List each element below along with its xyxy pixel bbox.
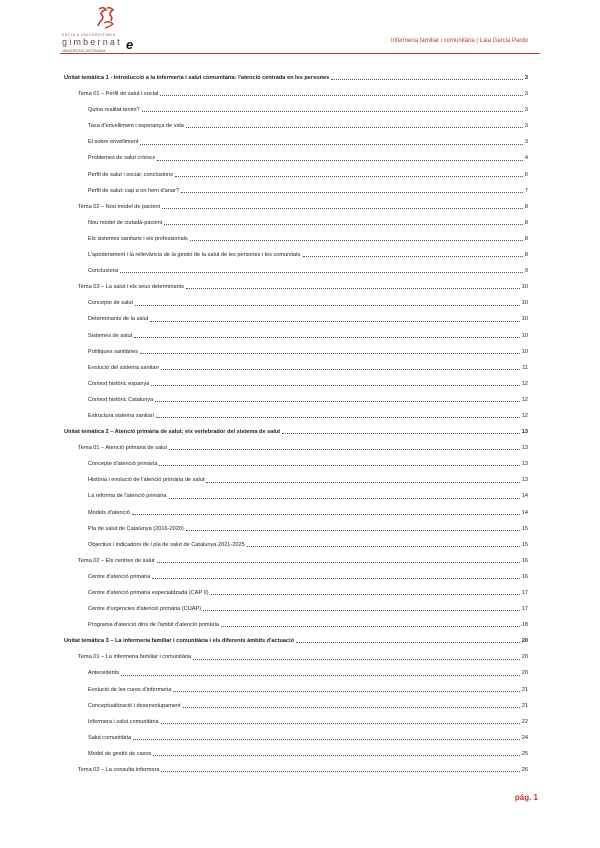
toc-entry-page: 18 [521,622,528,629]
toc-entry-sub[interactable] [64,716,528,732]
toc-dot-leader [211,594,520,595]
toc-entry-sub[interactable] [64,313,528,329]
toc-entry-title: Els sistemes sanitaris i els professionals [88,235,188,242]
toc-entry-tema[interactable] [64,281,528,297]
toc-entry-page: 13 [521,477,528,484]
toc-entry-title: Conclusions [88,268,119,275]
toc-dot-leader [193,659,520,660]
toc-entry-tema[interactable] [64,764,528,780]
toc-entry-title: Programa d'atenció dins de l'àmbit d'atenció primària [88,622,219,629]
toc-entry-title: Tema 02 – Els centres de salut [78,557,155,564]
toc-dot-leader [181,192,523,193]
toc-dot-leader [157,562,520,563]
toc-entry-page: 12 [521,380,528,387]
toc-dot-leader [303,256,523,257]
toc-entry-sub[interactable] [64,732,528,748]
toc-entry-title: Unitat temàtica 2 – Atenció primària de salut: eix vertebrador del sistema de salut [64,429,281,436]
toc-entry-page: 8 [524,219,528,226]
toc-entry-sub[interactable] [64,474,528,490]
toc-entry-title: Objectius i indicadors de l pla de salut de Catalunya 2021-2025 [88,541,245,548]
toc-dot-leader [186,530,520,531]
toc-entry-sub[interactable] [64,667,528,683]
toc-dot-leader [282,433,520,434]
toc-entry-page: 13 [521,461,528,468]
toc-entry-title: El sobre envelliment [88,139,139,146]
toc-dot-leader [133,739,520,740]
toc-entry-sub[interactable] [64,249,528,265]
toc-dot-leader [169,498,520,499]
toc-entry-sub[interactable] [64,330,528,346]
toc-entry-page: 21 [521,686,528,693]
toc-entry-page: 13 [521,445,528,452]
toc-dot-leader [161,771,519,772]
toc-entry-sub[interactable] [64,169,528,185]
toc-entry-title: Models d'atenció [88,509,130,516]
toc-dot-leader [120,272,522,273]
toc-entry-page: 10 [521,284,528,291]
toc-entry-page: 14 [521,509,528,516]
toc-entry-sub[interactable] [64,684,528,700]
toc-entry-title: Pla de salut de Catalunya (2016-2020) [88,525,184,532]
toc-entry-sub[interactable] [64,297,528,313]
toc-entry-page: 14 [521,493,528,500]
logo-small-text: ESCOLA UNIVERSITÀRIA [62,33,116,37]
toc-dot-leader [134,337,520,338]
toc-entry-title: Concepte de salut [88,300,134,307]
toc-entry-title: Centre d'urgències d'atenció primària (CUAP) [88,606,202,613]
toc-entry-page: 4 [524,155,528,162]
toc-dot-leader [121,675,520,676]
toc-entry-page: 15 [521,525,528,532]
toc-entry-page: 22 [521,718,528,725]
toc-entry-title: Tema 03 – La salut i els seus determinants [78,284,185,291]
toc-entry-page: 12 [521,412,528,419]
toc-entry-sub[interactable] [64,136,528,152]
toc-entry-sub[interactable] [64,458,528,474]
toc-dot-leader [150,321,519,322]
toc-entry-page: 13 [521,429,528,436]
toc-entry-tema[interactable] [64,88,528,104]
toc-entry-sub[interactable] [64,587,528,603]
toc-entry-title: Història i evolució de l'atenció primària de salut [88,477,205,484]
toc-entry-sub[interactable] [64,265,528,281]
toc-entry-page: 3 [524,91,528,98]
toc-entry-page: 8 [524,252,528,259]
toc-entry-unit[interactable] [64,72,528,88]
toc-entry-page: 9 [524,268,528,275]
toc-entry-title: Conceptualització i desenvolupament [88,702,181,709]
toc-dot-leader [151,385,520,386]
toc-entry-page: 25 [521,750,528,757]
toc-dot-leader [155,401,519,402]
toc-entry-title: Model de gestió de casos [88,750,152,757]
toc-dot-leader [140,353,520,354]
toc-entry-tema[interactable] [64,442,528,458]
toc-entry-sub[interactable] [64,362,528,378]
toc-entry-title: Problemes de salut crònics [88,155,156,162]
toc-dot-leader [153,755,519,756]
toc-entry-title: Perfil de salut i social; conclusions [88,171,173,178]
toc-entry-page: 20 [521,638,528,645]
toc-entry-title: Tema 01 – Atenció primària de salut [78,445,167,452]
toc-entry-page: 16 [521,573,528,580]
toc-dot-leader [190,240,523,241]
toc-entry-title: Polítiques sanitàries [88,348,139,355]
toc-entry-tema[interactable] [64,201,528,217]
toc-dot-leader [142,111,523,112]
toc-dot-leader [157,160,523,161]
toc-dot-leader [186,288,520,289]
toc-dot-leader [173,691,519,692]
toc-entry-title: Evolució del sistema sanitari [88,364,159,371]
toc-entry-sub[interactable] [64,571,528,587]
page-number: pág. 1 [514,793,538,802]
logo-sub-text: UNIVERSITAT AUTÒNOMA [62,49,106,53]
toc-entry-sub[interactable] [64,507,528,523]
toc-entry-sub[interactable] [64,378,528,394]
toc-dot-leader [175,176,523,177]
toc-entry-sub[interactable] [64,603,528,619]
toc-entry-page: 17 [521,590,528,596]
toc-entry-page: 3 [524,107,528,114]
toc-entry-page: 7 [524,187,528,194]
toc-entry-sub[interactable] [64,523,528,539]
page-header [0,0,600,60]
header-divider [60,53,540,54]
toc-dot-leader [221,626,520,627]
toc-dot-leader [156,417,520,418]
toc-entry-title: Centre d'atenció primària especialitzada (CAP II) [88,590,209,596]
toc-entry-page: 10 [521,348,528,355]
toc-entry-page: 12 [521,396,528,403]
toc-dot-leader [152,578,519,579]
toc-dot-leader [206,482,519,483]
toc-entry-page: 16 [521,557,528,564]
toc-entry-page: 21 [521,702,528,709]
table-of-contents [64,72,528,780]
toc-entry-page: 8 [524,203,528,210]
toc-entry-sub[interactable] [64,490,528,506]
toc-entry-title: Tema 01 – Perfil de salut i social [78,91,159,98]
toc-entry-page: 24 [521,734,528,741]
toc-dot-leader [296,642,520,643]
toc-dot-leader [160,95,523,96]
toc-entry-title: Context històric Catalunya [88,396,154,403]
toc-entry-title: Antecedents [88,670,120,677]
toc-entry-page: 10 [521,300,528,307]
toc-entry-title: Sistemes de salut [88,332,133,339]
toc-entry-title: Infermera i salut comunitària [88,718,159,725]
toc-entry-title: Taxa d'envelliment i esperança de vida [88,123,184,130]
toc-entry-title: Determinants de la salut [88,316,149,323]
toc-entry-sub[interactable] [64,539,528,555]
toc-dot-leader [247,546,520,547]
toc-dot-leader [140,144,523,145]
toc-entry-sub[interactable] [64,217,528,233]
toc-dot-leader [169,449,520,450]
toc-dot-leader [161,723,520,724]
toc-entry-page: 3 [524,139,528,146]
toc-entry-page: 11 [522,364,528,371]
toc-entry-title: Evolució de les cures d'infermeria [88,686,172,693]
toc-entry-sub[interactable] [64,748,528,764]
toc-dot-leader [135,305,520,306]
toc-entry-title: Nou model de ciutadà-pacient [88,219,163,226]
toc-entry-title: Unitat temàtica 1 - Introducció a la infermeria i salut comunitària: l'atenció centrada en les persones [64,75,330,81]
toc-entry-unit[interactable] [64,426,528,442]
logo-e-mark: e [126,37,134,52]
toc-dot-leader [186,127,523,128]
toc-entry-tema[interactable] [64,651,528,667]
toc-dot-leader [183,707,520,708]
toc-dot-leader [164,224,523,225]
toc-dot-leader [162,208,523,209]
toc-entry-sub[interactable] [64,120,528,136]
toc-entry-title: Salut comunitària [88,734,132,741]
toc-entry-page: 20 [521,670,528,677]
toc-dot-leader [331,79,523,80]
toc-entry-page: 10 [521,332,528,339]
toc-entry-title: Context històric espanya [88,380,150,387]
toc-dot-leader [161,369,521,370]
toc-entry-title: La reforma de l'atenció primària [88,493,167,500]
toc-entry-sub[interactable] [64,233,528,249]
toc-entry-title: Concepte d'atenció primària [88,461,158,468]
toc-entry-page: 17 [521,606,528,613]
toc-entry-sub[interactable] [64,185,528,201]
toc-entry-sub[interactable] [64,394,528,410]
toc-entry-page: 15 [521,541,528,548]
toc-entry-page: 10 [521,316,528,323]
document-title: Infermeria familiar i comunitària | Laia Garcia Pardo [391,38,528,44]
toc-entry-title: Centre d'atenció primària [88,573,151,580]
toc-entry-title: Tema 01 – La infermeria familiar i comunitària [78,654,192,661]
toc-entry-tema[interactable] [64,555,528,571]
logo-name: gimbernat [62,37,122,47]
toc-entry-title: Perfil de salut: cap a on hem d'anar? [88,187,179,194]
toc-dot-leader [203,610,520,611]
toc-entry-page: 20 [521,654,528,661]
toc-entry-sub[interactable] [64,700,528,716]
toc-entry-unit[interactable] [64,635,528,651]
toc-entry-sub[interactable] [64,346,528,362]
toc-entry-page: 8 [524,235,528,242]
toc-entry-title: Estructura sistema sanitari [88,412,154,419]
toc-entry-sub[interactable] [64,152,528,168]
toc-entry-page: 6 [524,171,528,178]
toc-entry-title: Unitat temàtica 3 – La infermeria familiar i comunitària i els diferents àmbits d'actuació [64,638,295,645]
toc-entry-sub[interactable] [64,619,528,635]
toc-entry-page: 3 [524,123,528,130]
toc-entry-page: 26 [521,767,528,774]
toc-entry-title: L'apoderament i la rellevància de la gestió de la salut de les persones i les comunitats [88,252,301,259]
toc-entry-title: Tema 02 – Nou model de pacient [78,203,161,210]
toc-entry-sub[interactable] [64,104,528,120]
toc-entry-title: Tema 02 – La consulta infermera [78,767,160,774]
toc-dot-leader [132,514,520,515]
toc-dot-leader [159,465,519,466]
toc-entry-title: Quina realitat tenim? [88,107,140,114]
gimbernat-logo [60,6,140,52]
logo-mark-icon [96,6,118,30]
toc-entry-sub[interactable] [64,410,528,426]
toc-entry-page: 3 [524,75,528,81]
